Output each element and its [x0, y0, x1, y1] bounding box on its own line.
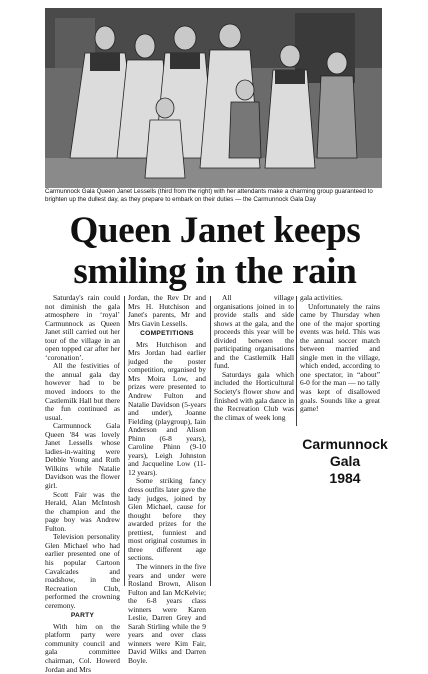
- photo-caption: Carmunnock Gala Queen Janet Lessells (third from the right) with her attendants make a charming group guaranteed to brighten up the dullest day, as they prepare to embark on their duties — the Carmunnock Gala Day: [45, 188, 373, 203]
- paragraph: Saturdays gala which included the Horticultural Society's flower show and finished with gala dance in the Recreation Club was the climax of week long: [214, 369, 294, 422]
- paragraph: Mrs Hutchison and Mrs Jordan had earlier judged the poster competition, organised by Mrs Moira Low, and prizes were presented to Andrew Fulton and Natalie Davidson (5-years and under), Joanne Fielding (playgroup), Iain Anderson and Alison Phinn (6-8 years), Caroline Phinn (9-10 years), Leigh Johnston and Jacqueline Low (11-12 years).: [128, 339, 206, 477]
- article-column-4: [300, 294, 380, 414]
- paragraph: All the festivities of the annual gala day however had to be moved indoors to the Castlemilk Hall but there the fun continued as usual.: [45, 361, 120, 422]
- side-headline-line-1: Carmunnock Gala: [302, 436, 388, 469]
- gala-photo: [45, 8, 382, 188]
- headline-line-1: Queen Janet keeps: [69, 210, 361, 251]
- headline-line-2: smiling in the rain: [73, 251, 357, 292]
- headline: [40, 210, 390, 292]
- paragraph: Television personality Glen Michael who had earlier presented one of his popular Cartoon Cavalcades and roadshow, in the Recreation Club, performed the crowning ceremony.: [45, 532, 120, 610]
- paragraph: Some striking fancy dress outfits later gave the lady judges, joined by Glen Michael, cause for thought before they awarded prizes for the prettiest, funniest and most original costumes in three different age sections.: [128, 476, 206, 563]
- paragraph: With him on the platform party were community council and gala committee chairman, Col. Howerd Jordan and Mrs: [45, 621, 120, 674]
- paragraph: gala activities.: [300, 293, 343, 302]
- article-column-3: [214, 294, 294, 422]
- column-divider: [210, 296, 211, 586]
- paragraph: Saturday's rain could not diminish the gala atmosphere in ‘royal’ Carmunnock as Queen Janet still carried out her tour of the village in an open topped car after her ‘coronation’.: [45, 293, 120, 362]
- paragraph: The winners in the five years and under were Rosland Brown, Alison Fulton and Ian McKelvie; the 6-8 years class winners were Karen Leslie, Darren Grey and Sarah Stirling while the 9 years and over class winners were Kim Fair, David Wilks and Darren Boyle.: [128, 561, 206, 665]
- column-divider: [296, 296, 297, 426]
- paragraph: Unfortunately the rains came by Thursday when one of the major sporting events was held. This was the annual soccer match between married and single men in the village, which ended, according to one spectator, in “about” 6-0 for the man — no tally was kept of disallowed goals. Sounds like a great game!: [300, 301, 380, 414]
- paragraph: Scott Fair was the Herald, Alan McIntosh the champion and the page boy was Andrew Fulton.: [45, 489, 120, 533]
- paragraph: Jordan, the Rev Dr and Mrs H. Hutchison and Janet's parents, Mr and Mrs Gavin Lessells.: [128, 293, 206, 328]
- article-column-1: [45, 294, 120, 674]
- article-column-2: [128, 294, 206, 666]
- subhead-competitions: COMPETITIONS: [140, 330, 194, 338]
- gala-photo-illustration: [45, 8, 382, 188]
- paragraph: All village organisations joined in to provide stalls and side shows at the gala, and the proceeds this year will be divided between the participating organisations and the Castlemilk Hall fund.: [214, 293, 294, 371]
- paragraph: Carmunnock Gala Queen '84 was lovely Janet Lessells whose ladies-in-waiting were Debbie Young and Ruth Wilkins while Natalie Davidson was the flower girl.: [45, 421, 120, 491]
- side-headline-line-2: 1984: [329, 470, 361, 486]
- column-divider: [124, 296, 125, 586]
- subhead-party: PARTY: [70, 612, 95, 620]
- side-headline: [300, 436, 390, 487]
